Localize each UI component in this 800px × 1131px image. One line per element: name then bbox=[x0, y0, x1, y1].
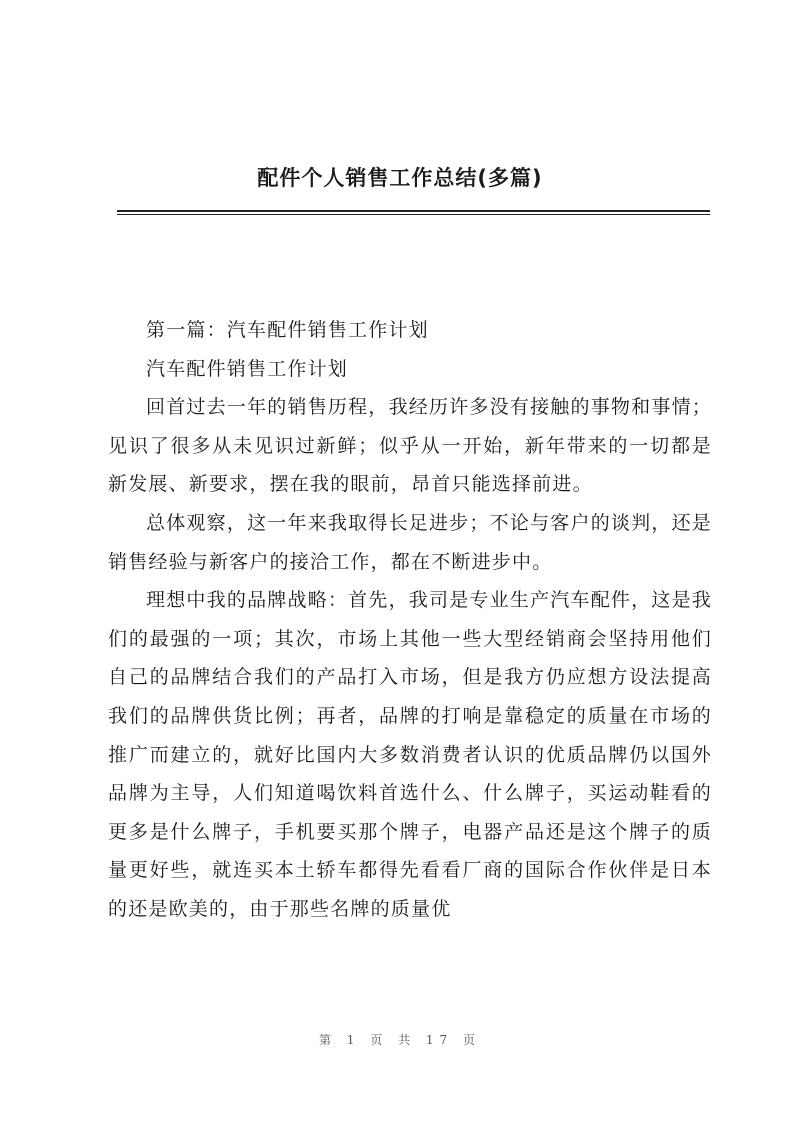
title-underline-thin bbox=[117, 214, 710, 215]
footer-label-pages: 页 bbox=[463, 1033, 482, 1047]
body-paragraph: 总体观察，这一年来我取得长足进步；不论与客户的谈判，还是销售经验与新客户的接洽工作，都在不断进步中。 bbox=[108, 511, 712, 573]
section-subheading: 汽车配件销售工作计划 bbox=[146, 357, 349, 380]
footer-total-pages: 17 bbox=[425, 1033, 454, 1047]
body-paragraph: 回首过去一年的销售历程，我经历许多没有接触的事物和事情；见识了很多从未见识过新鲜；似乎从一开始，新年带来的一切都是新发展、新要求，摆在我的眼前，昂首只能选择前进。 bbox=[108, 396, 712, 496]
title-underline bbox=[117, 210, 710, 212]
section-heading: 第一篇：汽车配件销售工作计划 bbox=[146, 319, 429, 341]
footer-label-page: 第 bbox=[318, 1033, 337, 1047]
footer-label-of: 页 共 bbox=[370, 1033, 417, 1047]
page-footer bbox=[0, 1031, 800, 1048]
page-title: 配件个人销售工作总结(多篇) bbox=[257, 166, 543, 190]
body-paragraph: 理想中我的品牌战略：首先，我司是专业生产汽车配件，这是我们的最强的一项；其次，市场上其他一些大型经销商会坚持用他们自己的品牌结合我们的产品打入市场，但是我方仍应想方设法提高我们的品牌供货比例；再者，品牌的打响是靠稳定的质量在市场的推广而建立的，就好比国内大多数消费者认识的优质品牌仍以国外品牌为主导，人们知道喝饮料首选什么、什么牌子，买运动鞋看的更多是什么牌子，手机要买那个牌子，电器产品还是这个牌子的质量更好些，就连买本土轿车都得先看看厂商的国际合作伙伴是日本的还是欧美的，由于那些名牌的质量优 bbox=[108, 589, 712, 920]
document-body bbox=[108, 311, 712, 929]
footer-current-page: 1 bbox=[346, 1033, 361, 1047]
